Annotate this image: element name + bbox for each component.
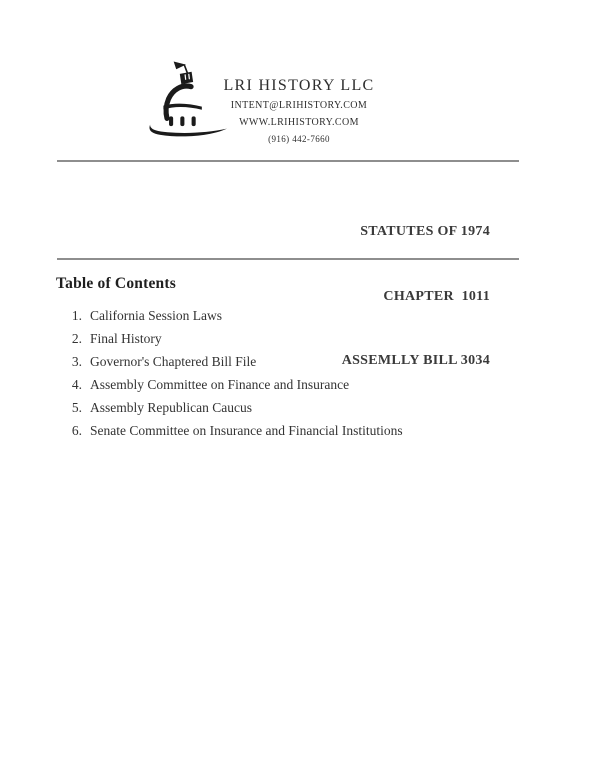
toc-item (71, 373, 531, 396)
divider-top (57, 160, 519, 162)
toc-item-number: 3. (71, 354, 82, 369)
toc-item-label: Final History (90, 331, 162, 346)
toc-item-number: 2. (71, 331, 82, 346)
toc-item-label: Assembly Committee on Finance and Insurance (90, 377, 350, 392)
company-website: WWW.LRIHISTORY.COM (239, 117, 359, 128)
toc-list (71, 304, 531, 442)
chapter-line: CHAPTER 1011 (383, 288, 490, 304)
toc-item-number: 6. (71, 423, 82, 438)
toc-item-label: Senate Committee on Insurance and Financial Institutions (90, 423, 403, 438)
toc-item (71, 350, 531, 373)
toc-item-label: Governor's Chaptered Bill File (90, 354, 257, 369)
assembly-bill-line: ASSEMLLY BILL 3034 (341, 353, 490, 368)
toc-item (71, 396, 531, 419)
toc-item-number: 4. (71, 377, 82, 392)
toc-item-number: 1. (71, 308, 82, 323)
toc-heading: Table of Contents (56, 275, 176, 292)
toc-item-label: Assembly Republican Caucus (90, 400, 252, 415)
company-phone: (916) 442-7660 (268, 134, 330, 144)
toc-item (71, 327, 531, 350)
company-email: INTENT@LRIHISTORY.COM (230, 100, 368, 111)
toc-item-label: California Session Laws (90, 308, 222, 323)
toc-item-number: 5. (71, 400, 82, 415)
letterhead (214, 77, 384, 145)
company-name: LRI HISTORY LLC (223, 77, 375, 94)
statutes-line: STATUTES OF 1974 (360, 224, 490, 239)
toc-item (71, 419, 531, 442)
toc-item (71, 304, 531, 327)
